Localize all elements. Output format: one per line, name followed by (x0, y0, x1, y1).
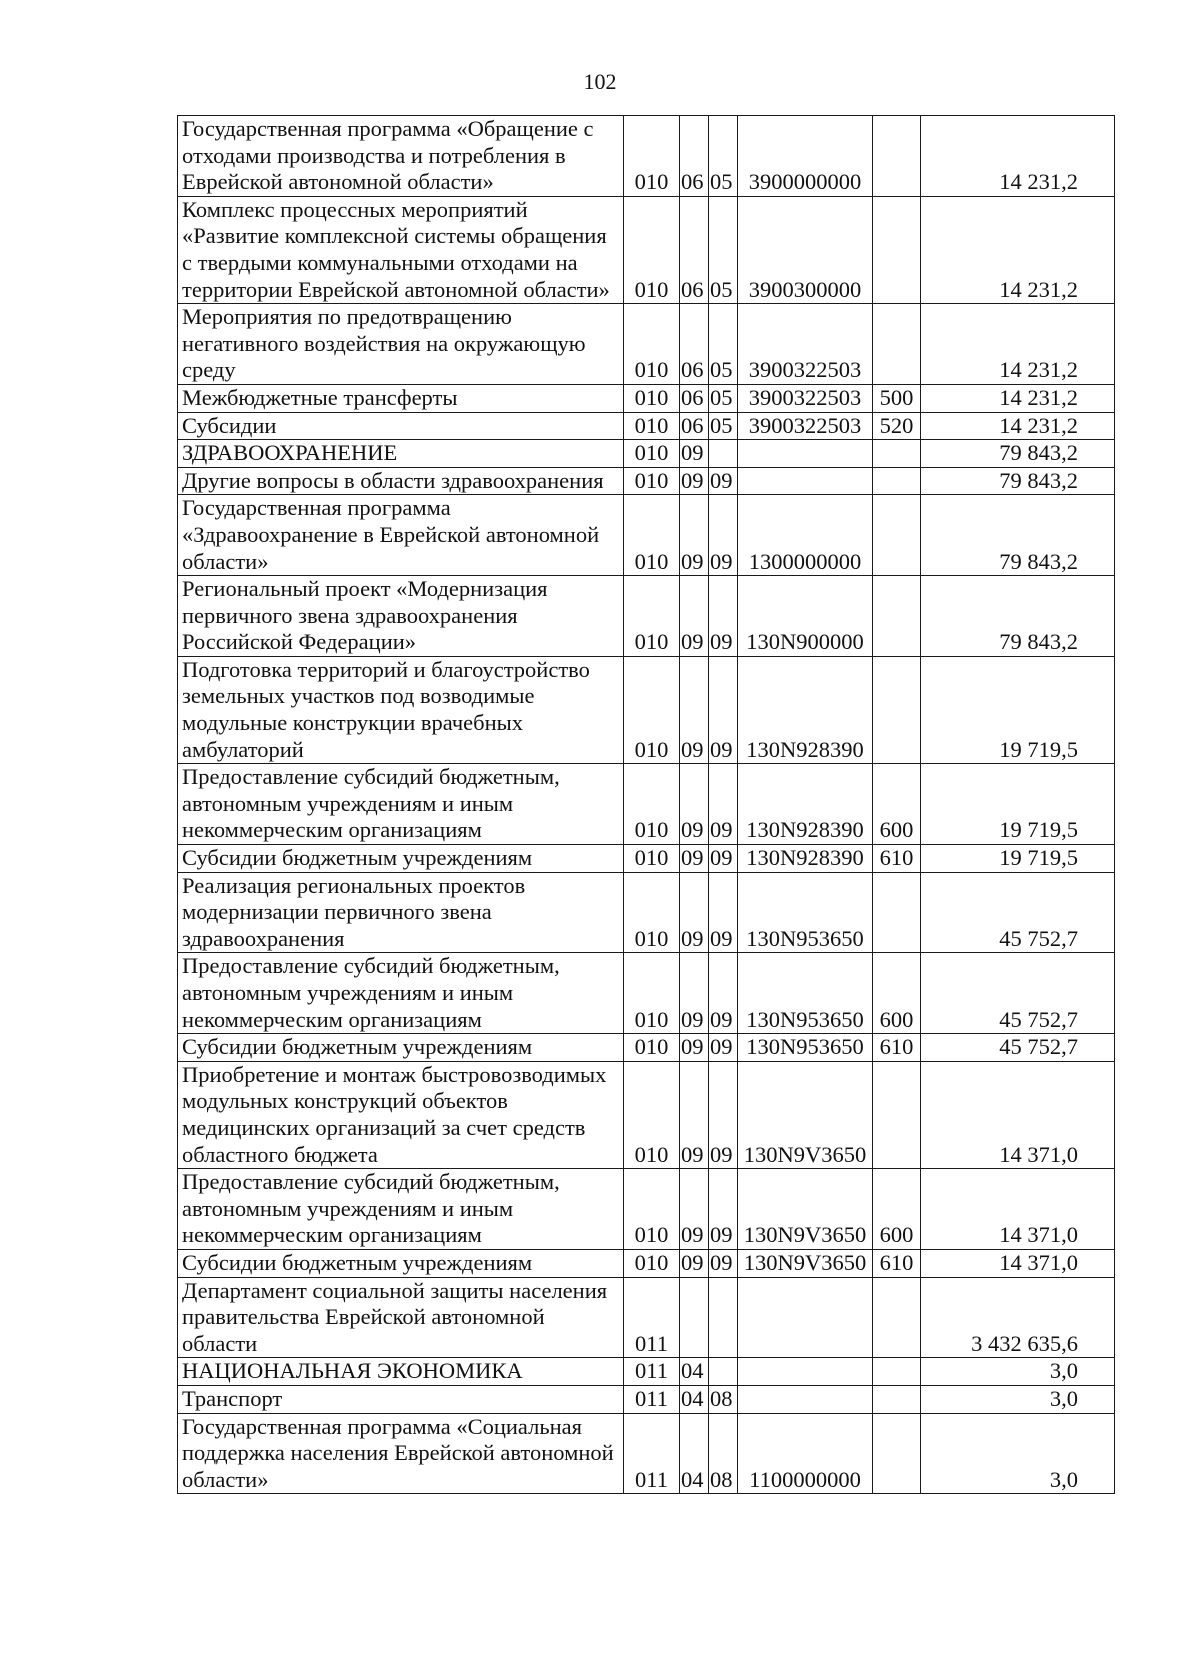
row-ministry-code: 010 (624, 116, 680, 197)
row-expense-type-code: 600 (873, 764, 921, 845)
row-expense-type-code: 520 (873, 412, 921, 440)
table-row (178, 304, 1115, 385)
row-subsection-code: 05 (709, 384, 738, 412)
row-target-code (738, 1277, 873, 1358)
table-row (178, 467, 1115, 495)
table-row (178, 1169, 1115, 1250)
row-expense-type-code (873, 1358, 921, 1386)
row-name: Комплекс процессных мероприятий «Развитие комплексной системы обращения с твердыми коммунальными отходами на территории Еврейской автономной области» (178, 196, 624, 303)
row-name: Предоставление субсидий бюджетным, автономным учреждениям и иным некоммерческим организациям (178, 1169, 624, 1250)
row-subsection-code: 09 (709, 656, 738, 763)
row-target-code (738, 1385, 873, 1413)
table-row (178, 440, 1115, 468)
row-amount: 45 752,7 (921, 872, 1115, 953)
row-ministry-code: 010 (624, 304, 680, 385)
row-subsection-code: 09 (709, 845, 738, 873)
row-ministry-code: 010 (624, 1061, 680, 1168)
row-name: Департамент социальной защиты населения правительства Еврейской автономной области (178, 1277, 624, 1358)
row-ministry-code: 010 (624, 576, 680, 657)
row-amount: 14 231,2 (921, 384, 1115, 412)
row-expense-type-code (873, 576, 921, 657)
row-name: НАЦИОНАЛЬНАЯ ЭКОНОМИКА (178, 1358, 624, 1386)
row-amount: 14 231,2 (921, 196, 1115, 303)
row-ministry-code: 011 (624, 1413, 680, 1494)
table-row (178, 196, 1115, 303)
row-subsection-code: 09 (709, 1061, 738, 1168)
row-expense-type-code (873, 440, 921, 468)
row-expense-type-code (873, 495, 921, 576)
row-target-code: 130N900000 (738, 576, 873, 657)
row-section-code: 06 (680, 384, 709, 412)
row-subsection-code: 09 (709, 953, 738, 1034)
table-row (178, 953, 1115, 1034)
row-subsection-code: 09 (709, 872, 738, 953)
row-amount: 3 432 635,6 (921, 1277, 1115, 1358)
row-target-code: 130N928390 (738, 764, 873, 845)
row-ministry-code: 010 (624, 845, 680, 873)
table-row (178, 1385, 1115, 1413)
row-section-code: 09 (680, 1249, 709, 1277)
row-subsection-code (709, 1358, 738, 1386)
row-amount: 14 231,2 (921, 116, 1115, 197)
row-target-code (738, 440, 873, 468)
row-amount: 79 843,2 (921, 495, 1115, 576)
row-target-code: 130N9V3650 (738, 1061, 873, 1168)
row-name: Государственная программа «Здравоохранение в Еврейской автономной области» (178, 495, 624, 576)
table-row (178, 1277, 1115, 1358)
row-amount: 14 371,0 (921, 1061, 1115, 1168)
row-name: Государственная программа «Обращение с отходами производства и потребления в Еврейской автономной области» (178, 116, 624, 197)
table-row (178, 1061, 1115, 1168)
row-subsection-code: 05 (709, 196, 738, 303)
row-subsection-code: 09 (709, 1169, 738, 1250)
row-amount: 45 752,7 (921, 953, 1115, 1034)
budget-table (177, 115, 1115, 1494)
row-subsection-code: 09 (709, 467, 738, 495)
row-amount: 14 371,0 (921, 1249, 1115, 1277)
row-section-code: 09 (680, 953, 709, 1034)
row-name: Реализация региональных проектов модернизации первичного звена здравоохранения (178, 872, 624, 953)
row-subsection-code: 09 (709, 764, 738, 845)
row-target-code: 130N9V3650 (738, 1169, 873, 1250)
row-subsection-code: 08 (709, 1385, 738, 1413)
row-expense-type-code: 600 (873, 953, 921, 1034)
row-expense-type-code (873, 1413, 921, 1494)
row-section-code (680, 1277, 709, 1358)
row-ministry-code: 010 (624, 495, 680, 576)
row-section-code: 09 (680, 495, 709, 576)
row-amount: 14 371,0 (921, 1169, 1115, 1250)
row-subsection-code: 09 (709, 495, 738, 576)
table-row (178, 1358, 1115, 1386)
row-ministry-code: 010 (624, 1249, 680, 1277)
row-ministry-code: 011 (624, 1358, 680, 1386)
row-section-code: 06 (680, 116, 709, 197)
row-name: Другие вопросы в области здравоохранения (178, 467, 624, 495)
row-amount: 3,0 (921, 1385, 1115, 1413)
row-ministry-code: 010 (624, 1034, 680, 1062)
row-name: Мероприятия по предотвращению негативного воздействия на окружающую среду (178, 304, 624, 385)
table-row (178, 1413, 1115, 1494)
row-section-code: 04 (680, 1385, 709, 1413)
row-amount: 79 843,2 (921, 467, 1115, 495)
row-target-code: 3900322503 (738, 384, 873, 412)
row-amount: 19 719,5 (921, 845, 1115, 873)
row-target-code (738, 1358, 873, 1386)
row-amount: 3,0 (921, 1413, 1115, 1494)
table-row (178, 576, 1115, 657)
page-number: 102 (583, 69, 617, 94)
row-name: Субсидии бюджетным учреждениям (178, 1034, 624, 1062)
row-ministry-code: 010 (624, 384, 680, 412)
row-target-code: 1100000000 (738, 1413, 873, 1494)
table-row (178, 845, 1115, 873)
row-subsection-code: 05 (709, 412, 738, 440)
table-row (178, 495, 1115, 576)
row-amount: 14 231,2 (921, 304, 1115, 385)
row-expense-type-code (873, 1061, 921, 1168)
row-section-code: 06 (680, 412, 709, 440)
row-amount: 79 843,2 (921, 440, 1115, 468)
row-ministry-code: 010 (624, 440, 680, 468)
table-row (178, 384, 1115, 412)
row-expense-type-code: 610 (873, 1249, 921, 1277)
row-expense-type-code (873, 1385, 921, 1413)
row-section-code: 09 (680, 467, 709, 495)
row-expense-type-code (873, 656, 921, 763)
row-name: Государственная программа «Социальная поддержка населения Еврейской автономной области» (178, 1413, 624, 1494)
row-amount: 14 231,2 (921, 412, 1115, 440)
row-name: Субсидии (178, 412, 624, 440)
row-amount: 19 719,5 (921, 764, 1115, 845)
row-section-code: 06 (680, 196, 709, 303)
row-target-code: 130N9V3650 (738, 1249, 873, 1277)
row-expense-type-code (873, 116, 921, 197)
row-target-code: 130N953650 (738, 953, 873, 1034)
row-name: Предоставление субсидий бюджетным, автономным учреждениям и иным некоммерческим организациям (178, 953, 624, 1034)
row-subsection-code: 08 (709, 1413, 738, 1494)
row-expense-type-code: 610 (873, 845, 921, 873)
table-row (178, 872, 1115, 953)
row-subsection-code (709, 440, 738, 468)
row-subsection-code: 09 (709, 1249, 738, 1277)
row-subsection-code: 09 (709, 576, 738, 657)
row-name: Субсидии бюджетным учреждениям (178, 1249, 624, 1277)
row-name: ЗДРАВООХРАНЕНИЕ (178, 440, 624, 468)
row-section-code: 09 (680, 845, 709, 873)
row-target-code: 3900322503 (738, 304, 873, 385)
row-target-code: 130N953650 (738, 872, 873, 953)
row-ministry-code: 010 (624, 953, 680, 1034)
row-target-code: 1300000000 (738, 495, 873, 576)
row-expense-type-code (873, 872, 921, 953)
row-target-code: 3900300000 (738, 196, 873, 303)
row-ministry-code: 011 (624, 1277, 680, 1358)
row-ministry-code: 010 (624, 764, 680, 845)
row-section-code: 09 (680, 576, 709, 657)
row-section-code: 04 (680, 1413, 709, 1494)
table-row (178, 412, 1115, 440)
row-expense-type-code: 600 (873, 1169, 921, 1250)
row-section-code: 09 (680, 1169, 709, 1250)
table-row (178, 116, 1115, 197)
row-section-code: 09 (680, 764, 709, 845)
row-subsection-code: 09 (709, 1034, 738, 1062)
row-target-code: 3900000000 (738, 116, 873, 197)
row-ministry-code: 010 (624, 656, 680, 763)
row-amount: 79 843,2 (921, 576, 1115, 657)
table-row (178, 764, 1115, 845)
row-ministry-code: 010 (624, 1169, 680, 1250)
row-section-code: 09 (680, 1061, 709, 1168)
row-ministry-code: 010 (624, 872, 680, 953)
row-target-code: 3900322503 (738, 412, 873, 440)
row-ministry-code: 011 (624, 1385, 680, 1413)
row-section-code: 04 (680, 1358, 709, 1386)
table-row (178, 1249, 1115, 1277)
row-name: Подготовка территорий и благоустройство земельных участков под возводимые модульные конструкции врачебных амбулаторий (178, 656, 624, 763)
row-subsection-code: 05 (709, 116, 738, 197)
row-expense-type-code: 610 (873, 1034, 921, 1062)
row-name: Межбюджетные трансферты (178, 384, 624, 412)
row-amount: 19 719,5 (921, 656, 1115, 763)
row-name: Приобретение и монтаж быстровозводимых модульных конструкций объектов медицинских организаций за счет средств областного бюджета (178, 1061, 624, 1168)
row-expense-type-code (873, 1277, 921, 1358)
row-amount: 3,0 (921, 1358, 1115, 1386)
row-ministry-code: 010 (624, 467, 680, 495)
row-subsection-code (709, 1277, 738, 1358)
row-target-code: 130N953650 (738, 1034, 873, 1062)
row-target-code (738, 467, 873, 495)
row-target-code: 130N928390 (738, 656, 873, 763)
row-subsection-code: 05 (709, 304, 738, 385)
table-row (178, 1034, 1115, 1062)
table-row (178, 656, 1115, 763)
row-expense-type-code (873, 467, 921, 495)
row-ministry-code: 010 (624, 412, 680, 440)
row-section-code: 09 (680, 440, 709, 468)
row-expense-type-code (873, 196, 921, 303)
row-section-code: 09 (680, 1034, 709, 1062)
row-target-code: 130N928390 (738, 845, 873, 873)
row-section-code: 06 (680, 304, 709, 385)
row-name: Предоставление субсидий бюджетным, автономным учреждениям и иным некоммерческим организациям (178, 764, 624, 845)
row-expense-type-code (873, 304, 921, 385)
row-name: Транспорт (178, 1385, 624, 1413)
budget-table-body (178, 116, 1115, 1494)
row-section-code: 09 (680, 872, 709, 953)
row-amount: 45 752,7 (921, 1034, 1115, 1062)
row-expense-type-code: 500 (873, 384, 921, 412)
row-name: Субсидии бюджетным учреждениям (178, 845, 624, 873)
row-section-code: 09 (680, 656, 709, 763)
row-ministry-code: 010 (624, 196, 680, 303)
row-name: Региональный проект «Модернизация первичного звена здравоохранения Российской Федерации» (178, 576, 624, 657)
